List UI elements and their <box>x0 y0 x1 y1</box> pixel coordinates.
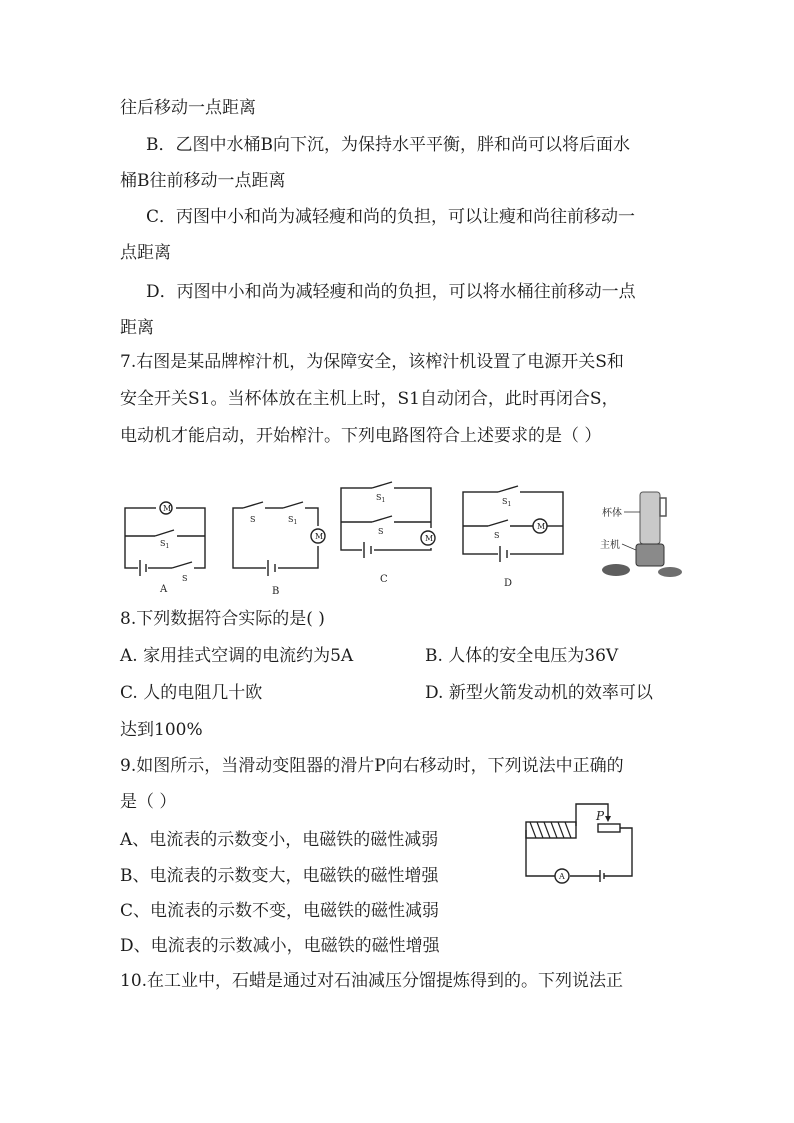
motor-label: M <box>537 522 546 531</box>
circuit-c-label: C <box>380 574 388 585</box>
circuit-diagram-d <box>458 488 570 592</box>
q6-option-b-line1: B．乙图中水桶B向下沉，为保持水平平衡，胖和尚可以将后面水 <box>146 135 630 155</box>
juicer-photo <box>596 488 684 580</box>
q8-stem: 8.下列数据符合实际的是( ) <box>120 609 325 629</box>
q8-option-d-line1: D. 新型火箭发动机的效率可以 <box>425 683 653 703</box>
ammeter-label: A <box>559 872 565 881</box>
q6-option-c-line2: 点距离 <box>120 243 171 263</box>
q7-stem-line2: 安全开关S1。当杯体放在主机上时，S1自动闭合，此时再闭合S， <box>120 389 619 409</box>
motor-label: M <box>163 504 172 513</box>
q8-option-a: A. 家用挂式空调的电流约为5A <box>120 646 354 666</box>
q6-option-c-line1: C．丙图中小和尚为减轻瘦和尚的负担，可以让瘦和尚往前移动一 <box>146 207 636 227</box>
q6-option-b-line2: 桶B往前移动一点距离 <box>120 171 286 191</box>
q7-stem-line1: 7.右图是某品牌榨汁机，为保障安全，该榨汁机设置了电源开关S和 <box>120 352 624 372</box>
q8-option-c: C. 人的电阻几十欧 <box>120 683 263 703</box>
switch-s-label: S <box>378 527 384 536</box>
slider-p-label: P <box>596 809 605 823</box>
motor-label: M <box>425 534 434 543</box>
q6-continuation: 往后移动一点距离 <box>120 98 256 118</box>
cup-label: 杯体 <box>602 508 622 519</box>
motor-label: M <box>315 532 324 541</box>
circuit-a-label: A <box>160 584 168 595</box>
electromagnet-circuit-diagram <box>520 798 644 890</box>
q8-option-b: B. 人体的安全电压为36V <box>425 646 619 666</box>
switch-s-label: S <box>250 515 256 524</box>
switch-s1-label: $S_1$ <box>376 493 386 504</box>
circuit-diagram-c <box>336 484 440 588</box>
rheostat <box>598 824 620 832</box>
q9-stem-line1: 9.如图所示，当滑动变阻器的滑片P向右移动时，下列说法中正确的 <box>120 756 624 776</box>
q9-option-d: D、电流表的示数减小，电磁铁的磁性增强 <box>120 936 440 956</box>
switch-s1-label: $S_1$ <box>288 515 298 526</box>
circuit-d-label: D <box>504 578 513 589</box>
q6-option-d-line1: D．丙图中小和尚为减轻瘦和尚的负担，可以将水桶往前移动一点 <box>146 282 636 302</box>
switch-s1-label: $S_1$ <box>502 497 512 508</box>
q9-option-a: A、电流表的示数变小，电磁铁的磁性减弱 <box>120 830 439 850</box>
q7-stem-line3: 电动机才能启动，开始榨汁。下列电路图符合上述要求的是（ ） <box>120 426 602 446</box>
circuit-diagram-b <box>228 494 328 598</box>
q9-option-b: B、电流表的示数变大，电磁铁的磁性增强 <box>120 866 439 886</box>
circuit-diagram-a <box>120 488 210 596</box>
switch-s-label: S <box>182 574 188 583</box>
q8-option-d-line2: 达到100% <box>120 720 203 740</box>
q9-option-c: C、电流表的示数不变，电磁铁的磁性减弱 <box>120 901 440 921</box>
q9-stem-line2: 是（ ） <box>120 792 177 812</box>
switch-s1-label: $S_1$ <box>160 539 170 550</box>
q10-stem-line1: 10.在工业中，石蜡是通过对石油减压分馏提炼得到的。下列说法正 <box>120 971 624 991</box>
circuit-b-label: B <box>272 586 280 597</box>
base-label: 主机 <box>600 540 620 551</box>
q6-option-d-line2: 距离 <box>120 318 154 338</box>
switch-s-label: S <box>494 531 500 540</box>
